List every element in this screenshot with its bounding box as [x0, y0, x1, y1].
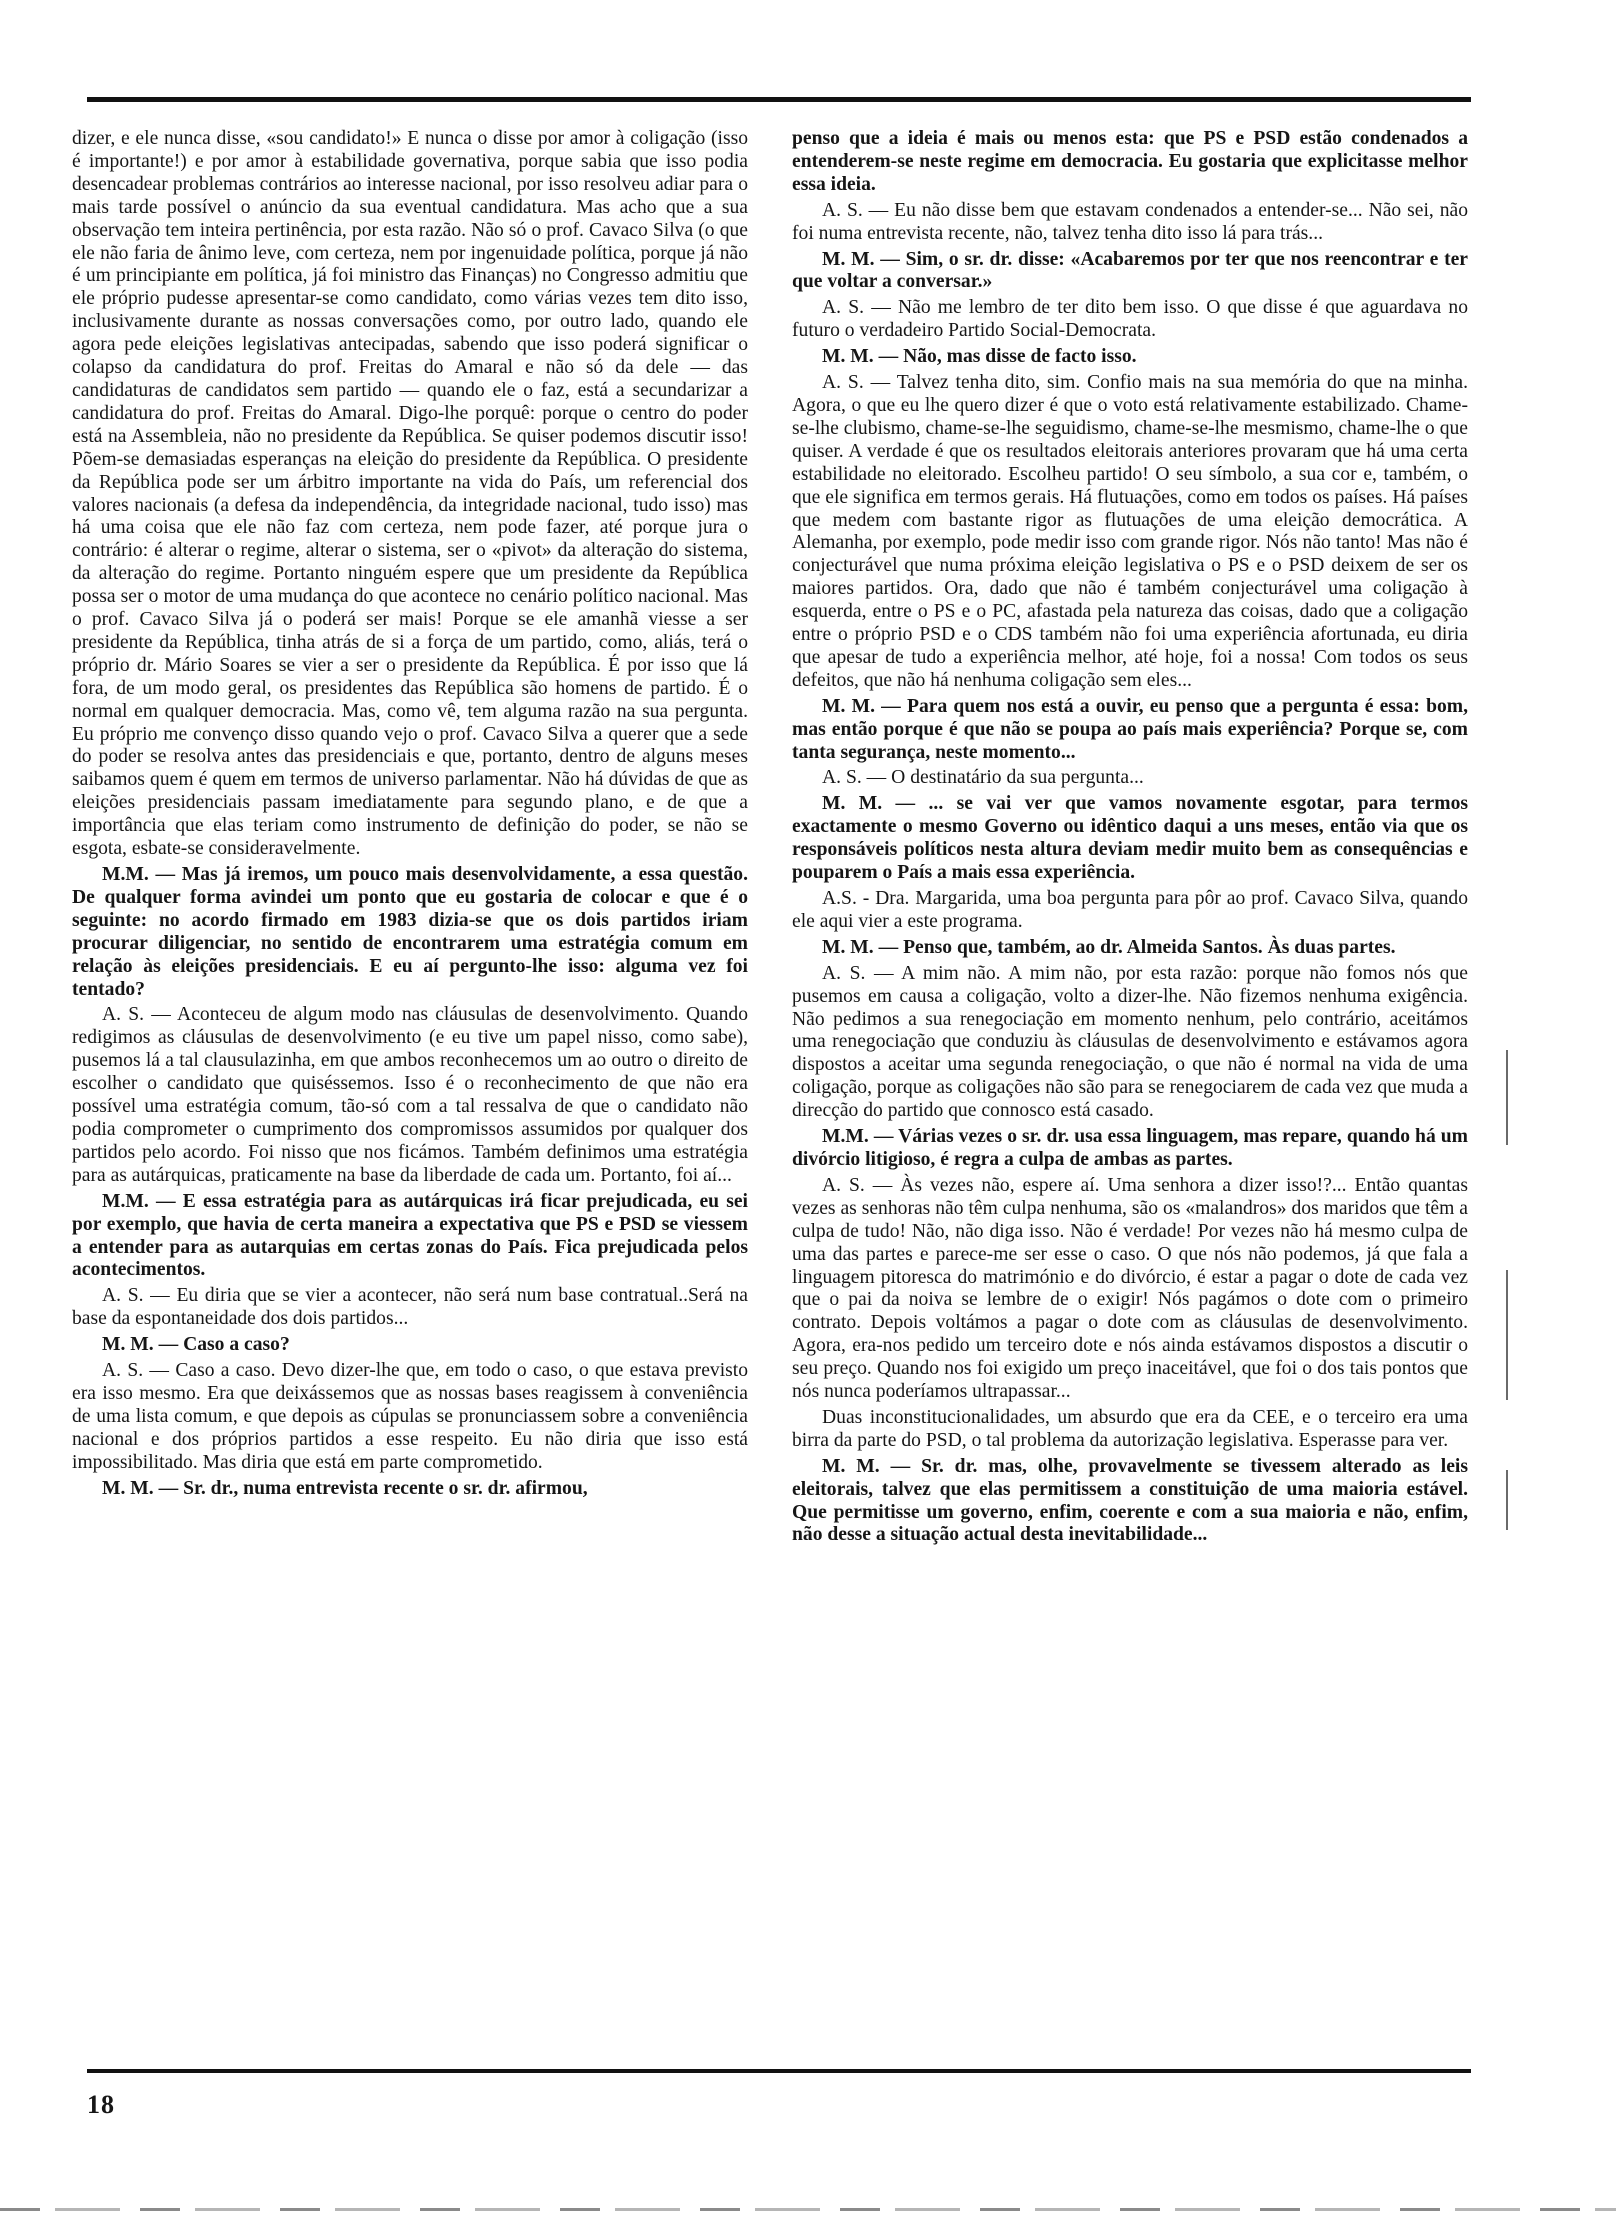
question-paragraph: M. M. — Sr. dr. mas, olhe, provavelmente se tivessem alterado as leis eleitorais, talvez que elas permitissem a constituição de uma maioria estável. Que permitisse um governo, enfim, coerente e com a sua maioria e não, enfim, não desse a situação actual desta inevitabilidade... [792, 1455, 1468, 1546]
question-paragraph: M. M. — Sim, o sr. dr. disse: «Acabaremos por ter que nos reencontrar e ter que voltar a conversar.» [792, 248, 1468, 293]
answer-paragraph: A. S. — Às vezes não, espere aí. Uma senhora a dizer isso!?... Então quantas vezes as senhoras não têm culpa nenhuma, são os «malandros» dos maridos que têm a culpa de tudo! Não, não diga isso. Não é verdade! Por vezes não há mesmo culpa de uma das partes e parece-me ser esse o caso. O que nós não podemos, já que fala a linguagem pitoresca do matrimónio e do divórcio, é estar a pagar o dote de cada vez que o pai da noiva se lembre de o exigir! Nós pagámos o dote com o primeiro contrato. Depois voltámos a pagar o dote com as cláusulas de desenvolvimento. Agora, era-nos pedido um terceiro dote e nós ainda estávamos dispostos a discutir o seu preço. Quando nos foi exigido um preço inaceitável, que foi o dos tais pontos que nós nunca poderíamos ultrapassar... [792, 1174, 1468, 1403]
question-paragraph: M. M. — Sr. dr., numa entrevista recente o sr. dr. afirmou, [102, 1477, 588, 1499]
answer-paragraph: A. S. — Eu não disse bem que estavam condenados a entender-se... Não sei, não foi numa entrevista recente, não, talvez tenha dito isso lá para trás... [792, 199, 1468, 244]
speaker-label: M. M. — [822, 346, 899, 368]
bottom-rule [87, 2069, 1471, 2073]
margin-mark [1506, 1470, 1508, 1530]
speaker-label: A.S. - [822, 888, 870, 909]
speaker-label: A. S. — [822, 1174, 893, 1196]
speaker-label: M. M. — [102, 1334, 179, 1356]
question-paragraph: M. M. — Não, mas disse de facto isso. [822, 346, 1137, 368]
paragraph: dizer, e ele nunca disse, «sou candidato!» E nunca o disse por amor à coligação (isso é importante!) e por amor à estabilidade governativa, porque sabia que isso podia desencadear problemas contrários ao interesse nacional, por isso resolveu adiar para o mais tarde possível o anúncio da sua eventual candidatura. Mas acho que a sua observação tem inteira pertinência, por esta razão. Não só o prof. Cavaco Silva (o que ele não faria de ânimo leve, com certeza, nem por ingenuidade política, porque já não é um principiante em política, já foi ministro das Finanças) no Congresso admitiu que ele próprio pudesse apresentar-se como candidato, como várias vezes tem dito isso, inclusivamente durante as nossas conversações como, por outro lado, quando ele agora pede eleições legislativas antecipadas, sabendo que isso poderá significar o colapso da candidatura do prof. Freitas do Amaral e não só da dele — das candidaturas de candidatos sem partido — quando ele o faz, está a secundarizar a candidatura do prof. Freitas do Amaral. Digo-lhe porquê: porque o centro do poder está na Assembleia, não no presidente da República. Se quiser podemos discutir isso! Põem-se demasiadas esperanças na eleição do presidente da República. O presidente da República pode ser um árbitro importante na vida do País, um referencial dos valores nacionais (a defesa da independência, da integridade nacional, tudo isso) mas há uma coisa que ele não faz com certeza, nem pode fazer, até porque jura o contrário: é alterar o regime, alterar o sistema, ser o «pivot» da alteração do sistema, da alteração do regime. Portanto ninguém espere que um presidente da República possa ser o motor de uma mudança do que acontece no cenário político nacional. Mas o prof. Cavaco Silva já o poderá ser mais! Porque se ele amanhã viesse a ser presidente da República, tinha atrás de si a força de um partido, como, aliás, terá o próprio dr. Mário Soares se vier a ser o presidente da República. É por isso que lá fora, de um modo geral, os presidentes das República são homens de partido. É o normal em qualquer democracia. Mas, como vê, tem alguma razão na sua pergunta. Eu próprio me convenço disso quando vejo o prof. Cavaco Silva a querer que a sede do poder se resolva antes das presidenciais e que, portanto, dentro de alguns meses saibamos quem é quem em termos de universo parlamentar. Não há dúvidas de que as eleições presidenciais passam imediatamente para segundo plano, e de que a importância que elas teriam como instrumento de definição do poder, se não se esgota, esbate-se consideravelmente. [72, 128, 748, 860]
speaker-label: M. M. — [822, 793, 916, 815]
question-paragraph: M. M. — Penso que, também, ao dr. Almeida Santos. Às duas partes. [822, 936, 1396, 958]
speaker-label: A. S. — [822, 372, 891, 394]
answer-paragraph: A. S. — O destinatário da sua pergunta... [822, 767, 1144, 789]
question-paragraph: M. M. — Para quem nos está a ouvir, eu penso que a pergunta é essa: bom, mas então porque é que não se poupa ao país mais experiência? Porque se, com tanta segurança, neste momento... [792, 695, 1468, 763]
question-paragraph: penso que a ideia é mais ou menos esta: que PS e PSD estão condenados a entenderem-se neste regime em democracia. Eu gostaria que explicitasse melhor essa ideia. [792, 128, 1468, 195]
answer-paragraph: A. S. — Aconteceu de algum modo nas cláusulas de desenvolvimento. Quando redigimos as cláusulas de desenvolvimento (e eu tive um papel nisso, como sabe), pusemos lá a tal clausulazinha, em que ambos reconhecemos um ao outro o direito de escolher o candidato que quiséssemos. Isso é o reconhecimento de que não era possível uma estratégia comum, tão-só com a tal ressalva de que o candidato não podia comprometer o cumprimento dos compromissos assumidos por qualquer dos partidos pelo acordo. Foi nisso que nos ficámos. Também definimos uma estratégia para as autárquicas, praticamente na base da liberdade de cada um. Portanto, foi aí... [72, 1004, 748, 1186]
answer-paragraph: A. S. — Caso a caso. Devo dizer-lhe que, em todo o caso, o que estava previsto era isso mesmo. Era que deixássemos que as nossas bases reagissem à conveniência de uma lista comum, e que depois as cúpulas se pronunciassem sobre a conveniência nacional e dos próprios partidos a esse respeito. Eu não diria que isso está impossibilitado. Mas diria que está em parte comprometido. [72, 1360, 748, 1473]
speaker-label: M. M. — [822, 1455, 911, 1477]
speaker-label: M. M. — [822, 695, 901, 717]
left-column [72, 128, 748, 1503]
answer-paragraph: A. S. — A mim não. A mim não, por esta razão: porque não fomos nós que pusemos em causa a coligação, volto a dizer-lhe. Não fizemos nenhuma exigência. Não pedimos a sua renegociação em momento nenhum, pelo contrário, aceitámos uma renegociação que conduziu às cláusulas de desenvolvimento e estávamos agora dispostos a aceitar uma segunda renegociação, o que não é normal na vida de uma coligação, porque as coligações não são para se renegociarem de cada vez que muda a direcção do partido que connosco está casado. [792, 962, 1468, 1122]
right-column [792, 128, 1468, 1550]
top-rule [87, 97, 1471, 102]
question-paragraph: M. M. — ... se vai ver que vamos novamente esgotar, para termos exactamente o mesmo Governo ou idêntico daqui a uns meses, então via que os responsáveis políticos nesta altura deviam medir muito bem as consequências e pouparem o País a mais essa experiência. [792, 793, 1468, 884]
speaker-label: A. S. — [822, 297, 891, 319]
question-paragraph: M.M. — Várias vezes o sr. dr. usa essa linguagem, mas repare, quando há um divórcio litigioso, é regra a culpa de ambas as partes. [792, 1126, 1468, 1170]
margin-mark [1506, 1270, 1508, 1400]
speaker-label: A. S. — [822, 962, 894, 984]
speaker-label: A. S. — [822, 767, 887, 789]
speaker-label: A. S. — [822, 199, 889, 221]
question-paragraph: M. M. — Caso a caso? [102, 1334, 290, 1356]
answer-paragraph: A. S. — Talvez tenha dito, sim. Confio mais na sua memória do que na minha. Agora, o que eu lhe quero dizer é que o voto está relativamente estabilizado. Chame-se-lhe clubismo, chame-se-lhe seguidismo, chame-se-lhe mesmismo, chame-lhe o que quiser. A verdade é que os resultados eleitorais anteriores provaram que há uma certa estabilidade no eleitorado. Escolheu partido! O seu símbolo, a sua cor e, também, o que ele significa em termos gerais. Há flutuações, como em todos os países. Há países que medem com bastante rigor as flutuações de uma eleição democrática. A Alemanha, por exemplo, pode medir isso com grande rigor. Nós não tanto! Mas não é conjecturável que numa próxima eleição legislativa o PS e o PSD deixem de ser os maiores partidos. Ora, dado que não é também conjecturável uma coligação à esquerda, entre o PS e o PC, afastada pela natureza das coisas, dado que a coligação entre o próprio PSD e o CDS também não foi uma experiência afortunada, eu diria que apesar de tudo a experiência melhor, até hoje, foi a nossa! Com todos os seus defeitos, que não há nenhuma coligação sem eles... [792, 372, 1468, 691]
speaker-label: M.M. — [102, 864, 176, 885]
answer-paragraph: A. S. — Eu diria que se vier a acontecer, não será num base contratual..Será na base da espontaneidade dos dois partidos... [72, 1285, 748, 1330]
speaker-label: M.M. — [822, 1126, 894, 1148]
margin-mark [1506, 1050, 1508, 1145]
speaker-label: A. S. — [102, 1004, 171, 1026]
answer-paragraph: A. S. — Não me lembro de ter dito bem isso. O que disse é que aguardava no futuro o verdadeiro Partido Social-Democrata. [792, 297, 1468, 342]
speaker-label: M.M. — [102, 1190, 176, 1212]
page-number: 18 [87, 2090, 115, 2119]
scan-edge [0, 2208, 1616, 2211]
speaker-label: M. M. — [822, 936, 899, 958]
speaker-label: M. M. — [102, 1477, 179, 1499]
answer-paragraph: A.S. - Dra. Margarida, uma boa pergunta para pôr ao prof. Cavaco Silva, quando ele aqui vier a este programa. [792, 888, 1468, 932]
speaker-label: A. S. — [102, 1360, 170, 1382]
question-paragraph: M.M. — E essa estratégia para as autárquicas irá ficar prejudicada, eu sei por exemplo, que havia de certa maneira a expectativa que PS e PSD se viessem a entender para as autarquias em certas zonas do País. Fica prejudicada pelos acontecimentos. [72, 1190, 748, 1281]
question-paragraph: M.M. — Mas já iremos, um pouco mais desenvolvidamente, a essa questão. De qualquer forma avindei um ponto que eu gostaria de colocar e que é o seguinte: no acordo firmado em 1983 dizia-se que os dois partidos iriam procurar diligenciar, no sentido de encontrarem uma estratégia comum em relação às eleições presidenciais. E eu aí pergunto-lhe isso: alguma vez foi tentado? [72, 864, 748, 1000]
speaker-label: A. S. — [102, 1285, 170, 1307]
paragraph: Duas inconstitucionalidades, um absurdo que era da CEE, e o terceiro era uma birra da parte do PSD, o tal problema da autorização legislativa. Esperasse para ver. [792, 1406, 1468, 1451]
speaker-label: M. M. — [822, 248, 900, 270]
